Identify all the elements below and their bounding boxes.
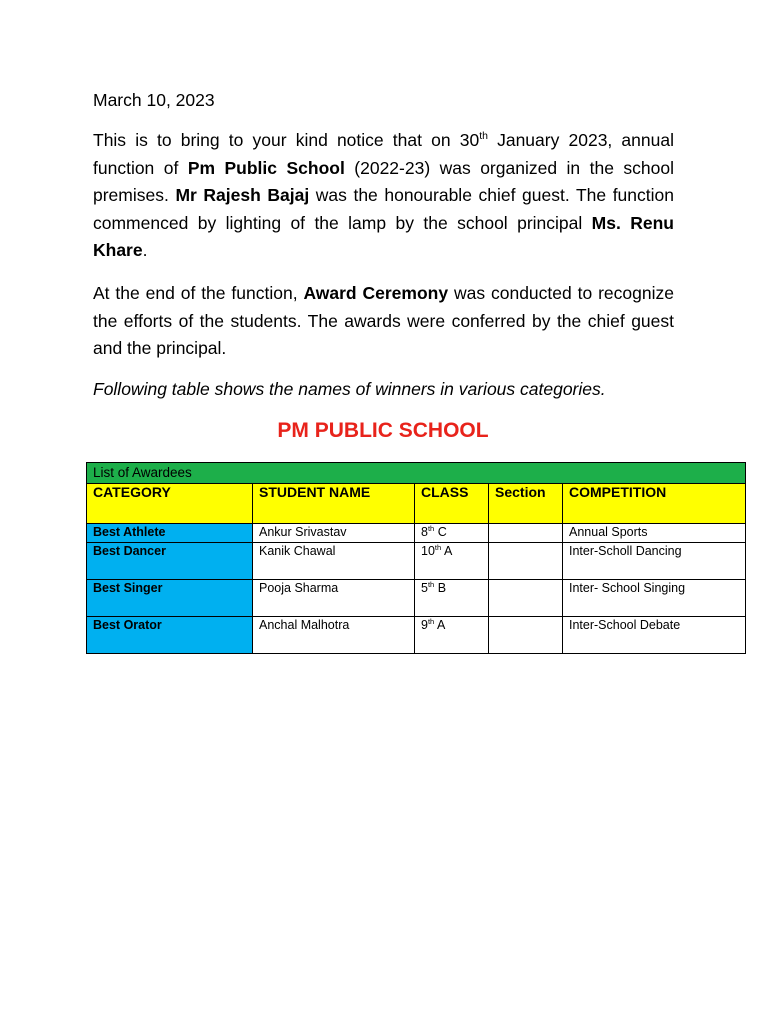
header-category: CATEGORY xyxy=(87,484,253,524)
cell-section xyxy=(489,580,563,617)
ceremony-text-2: was conducted to recognize the efforts of the students. The awards were conferred by the chief guest and the principal. xyxy=(93,283,674,358)
date-ordinal-suffix: th xyxy=(479,130,488,143)
cell-category: Best Singer xyxy=(87,580,253,617)
cell-category: Best Athlete xyxy=(87,524,253,543)
cell-competition: Inter-School Debate xyxy=(563,617,746,654)
class-ordinal-suffix: th xyxy=(427,616,435,626)
intro-text-5: . xyxy=(142,240,148,260)
cell-student: Kanik Chawal xyxy=(253,543,415,580)
table-header-row xyxy=(87,484,746,524)
cell-student: Pooja Sharma xyxy=(253,580,415,617)
cell-category: Best Dancer xyxy=(87,543,253,580)
cell-competition: Inter- School Singing xyxy=(563,580,746,617)
award-ceremony-label: Award Ceremony xyxy=(303,283,449,303)
intro-text-3: (2022-23) was organized in the school premises. xyxy=(93,157,674,205)
table-row xyxy=(87,524,746,543)
letter-date: March 10, 2023 xyxy=(93,90,215,110)
header-competition: COMPETITION xyxy=(563,484,746,524)
class-section: A xyxy=(441,544,453,558)
paragraph-table-intro: Following table shows the names of winners in various categories. xyxy=(93,379,606,399)
table-caption: List of Awardees xyxy=(87,463,746,484)
header-class: CLASS xyxy=(415,484,489,524)
cell-class xyxy=(415,543,489,580)
intro-text-2: January 2023, annual function of xyxy=(93,130,674,178)
class-ordinal-suffix: th xyxy=(427,523,435,533)
cell-class xyxy=(415,524,489,543)
intro-text-4: was the honourable chief guest. The function commenced by lighting of the lamp by the school principal xyxy=(93,185,674,233)
paragraph-ceremony xyxy=(93,280,674,363)
class-ordinal-suffix: th xyxy=(427,579,435,589)
cell-section xyxy=(489,617,563,654)
chief-guest-name: Mr Rajesh Bajaj xyxy=(175,185,310,205)
table-row xyxy=(87,580,746,617)
table-row xyxy=(87,617,746,654)
ceremony-text-1: At the end of the function, xyxy=(93,283,304,303)
class-ordinal-suffix: th xyxy=(434,542,442,552)
cell-class xyxy=(415,617,489,654)
class-section: C xyxy=(434,525,447,539)
awardees-table xyxy=(86,462,746,654)
intro-text-1: This is to bring to your kind notice that on 30 xyxy=(93,130,480,150)
header-student-name: STUDENT NAME xyxy=(253,484,415,524)
class-number: 9 xyxy=(421,618,428,632)
cell-section xyxy=(489,524,563,543)
table-row xyxy=(87,543,746,580)
header-section: Section xyxy=(489,484,563,524)
school-name: Pm Public School xyxy=(187,157,345,178)
cell-student: Ankur Srivastav xyxy=(253,524,415,543)
cell-competition: Inter-Scholl Dancing xyxy=(563,543,746,580)
class-number: 5 xyxy=(421,581,428,595)
class-section: A xyxy=(434,618,446,632)
paragraph-intro xyxy=(93,127,674,265)
class-section: B xyxy=(434,581,447,595)
school-title xyxy=(0,419,768,443)
class-number: 10 xyxy=(421,544,435,558)
cell-category: Best Orator xyxy=(87,617,253,654)
cell-class xyxy=(415,580,489,617)
school-title-text: PM PUBLIC SCHOOL xyxy=(277,419,489,442)
cell-section xyxy=(489,543,563,580)
class-number: 8 xyxy=(421,525,428,539)
principal-name: Ms. Renu Khare xyxy=(93,212,674,260)
table-caption-row xyxy=(87,463,746,484)
cell-student: Anchal Malhotra xyxy=(253,617,415,654)
cell-competition: Annual Sports xyxy=(563,524,746,543)
